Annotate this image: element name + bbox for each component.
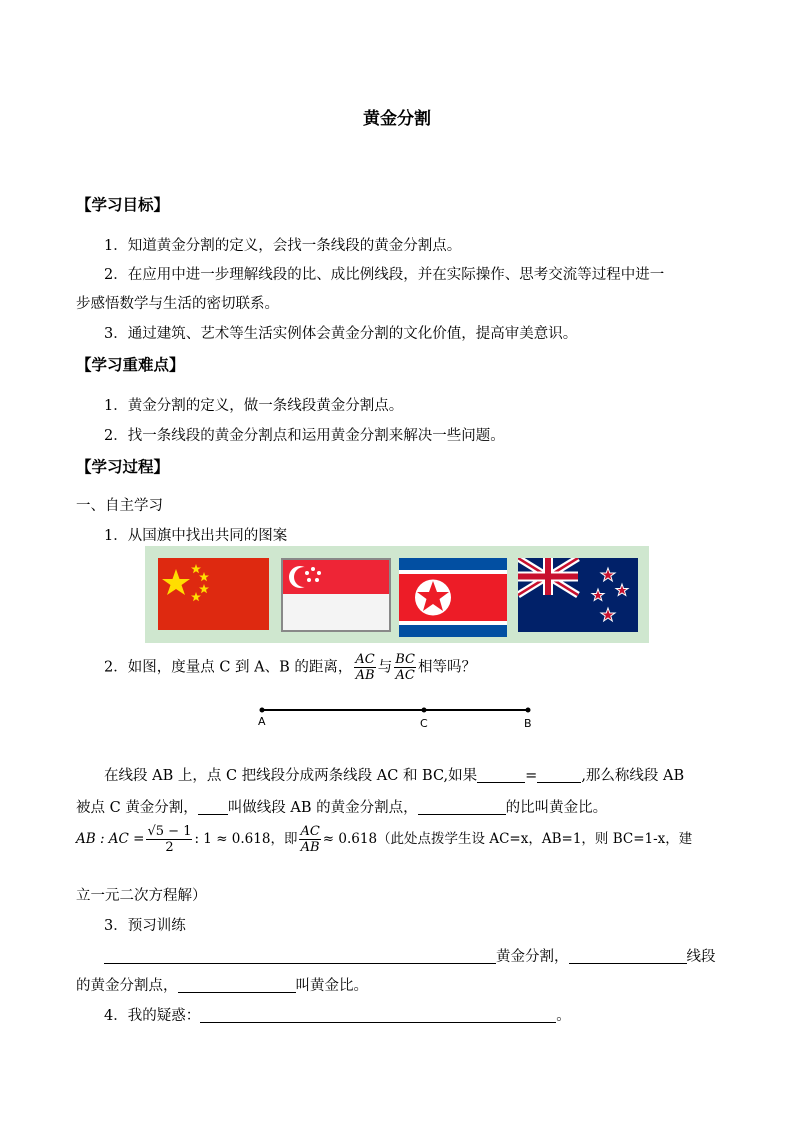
question-4-end: 。	[556, 1008, 571, 1024]
fraction-numerator: AC	[355, 652, 375, 667]
question-1: 1．从国旗中找出共同的图案	[104, 528, 288, 544]
blank-2[interactable]	[537, 767, 581, 783]
part-self-study: 一、自主学习	[76, 498, 163, 514]
question-3-line-1	[104, 945, 716, 966]
formula-rhs: : 1 ≈ 0.618	[194, 831, 271, 847]
formula-rhs-2: ≈ 0.618	[322, 831, 378, 847]
formula-note: （此处点拨学生设 AC=x，AB=1，则 BC=1-x，建	[377, 831, 693, 847]
fraction-denominator: AC	[395, 668, 415, 683]
segment-ab	[255, 703, 537, 717]
fraction-bc-ac	[394, 652, 416, 683]
question-2	[104, 652, 476, 683]
new-zealand-flag	[518, 558, 638, 632]
page-title: 黄金分割	[363, 109, 431, 129]
blank-8[interactable]	[200, 1007, 556, 1023]
point-c-dot	[422, 708, 427, 713]
fraction-numerator: AC	[300, 824, 320, 839]
blank-7[interactable]	[178, 977, 296, 993]
section-keypoints: 【学习重难点】	[76, 355, 185, 374]
definition-line-1	[104, 764, 684, 785]
china-flag	[158, 558, 269, 630]
goal-3: 3．通过建筑、艺术等生活实例体会黄金分割的文化价值，提高审美意识。	[104, 326, 578, 342]
question-2-end: 相等吗？	[417, 659, 476, 676]
definition-text-end: 的比叫黄金比。	[505, 800, 608, 816]
north-korea-flag	[399, 558, 507, 637]
definition-text-cont: ,那么称线段 AB	[581, 768, 685, 784]
blank-6[interactable]	[569, 948, 687, 964]
fraction-denominator: AB	[300, 840, 320, 855]
keypoint-2: 2．找一条线段的黄金分割点和运用黄金分割来解决一些问题。	[104, 428, 505, 444]
formula-fraction-ac-ab	[299, 824, 320, 855]
question-3-text: 黄金分割，	[496, 949, 569, 965]
blank-5[interactable]	[104, 948, 496, 964]
question-2-text: 2．如图，度量点 C 到 A、B 的距离，	[104, 659, 353, 676]
equals-sign: =	[525, 768, 538, 784]
definition-text: 在线段 AB 上，点 C 把线段分成两条线段 AC 和 BC,如果	[104, 768, 478, 784]
question-3-text: 的黄金分割点，	[76, 978, 178, 994]
question-3-line-2	[76, 974, 368, 995]
blank-1[interactable]	[477, 767, 525, 783]
section-process: 【学习过程】	[76, 457, 170, 476]
formula-line	[76, 824, 692, 855]
flags-image	[145, 546, 649, 643]
fraction-numerator: BC	[395, 652, 415, 667]
formula-fraction-golden	[146, 824, 192, 855]
formula-separator: ，即	[270, 831, 298, 847]
question-3-text-cont: 线段	[686, 949, 716, 965]
question-3-text-end: 叫黄金比。	[295, 978, 368, 994]
fraction-numerator: √5 − 1	[147, 824, 192, 839]
formula-lhs: AB : AC =	[76, 831, 145, 847]
point-a-label: A	[258, 715, 266, 728]
question-2-and: 与	[377, 659, 393, 676]
formula-note-cont: 立一元二次方程解）	[76, 888, 207, 904]
fraction-ac-ab	[354, 652, 375, 683]
definition-text: 被点 C 黄金分割，	[76, 800, 198, 816]
fraction-denominator: 2	[165, 840, 174, 855]
point-c-label: C	[420, 717, 428, 730]
point-a-dot	[260, 708, 265, 713]
keypoint-1: 1．黄金分割的定义，做一条线段黄金分割点。	[104, 398, 404, 414]
goal-1: 1．知道黄金分割的定义，会找一条线段的黄金分割点。	[104, 238, 462, 254]
blank-3[interactable]	[198, 799, 228, 815]
goal-2: 2．在应用中进一步理解线段的比、成比例线段，并在实际操作、思考交流等过程中进一	[104, 267, 665, 283]
fraction-denominator: AB	[355, 668, 375, 683]
point-b-label: B	[524, 717, 532, 730]
definition-line-2	[76, 796, 607, 817]
question-3: 3．预习训练	[104, 918, 186, 934]
definition-text-cont: 叫做线段 AB 的黄金分割点，	[227, 800, 418, 816]
point-b-dot	[526, 708, 531, 713]
singapore-flag	[281, 558, 391, 632]
section-goals: 【学习目标】	[76, 195, 170, 214]
question-4-text: 4．我的疑惑：	[104, 1008, 201, 1024]
question-4	[104, 1004, 571, 1025]
goal-2-cont: 步感悟数学与生活的密切联系。	[76, 296, 279, 312]
blank-4[interactable]	[418, 799, 506, 815]
